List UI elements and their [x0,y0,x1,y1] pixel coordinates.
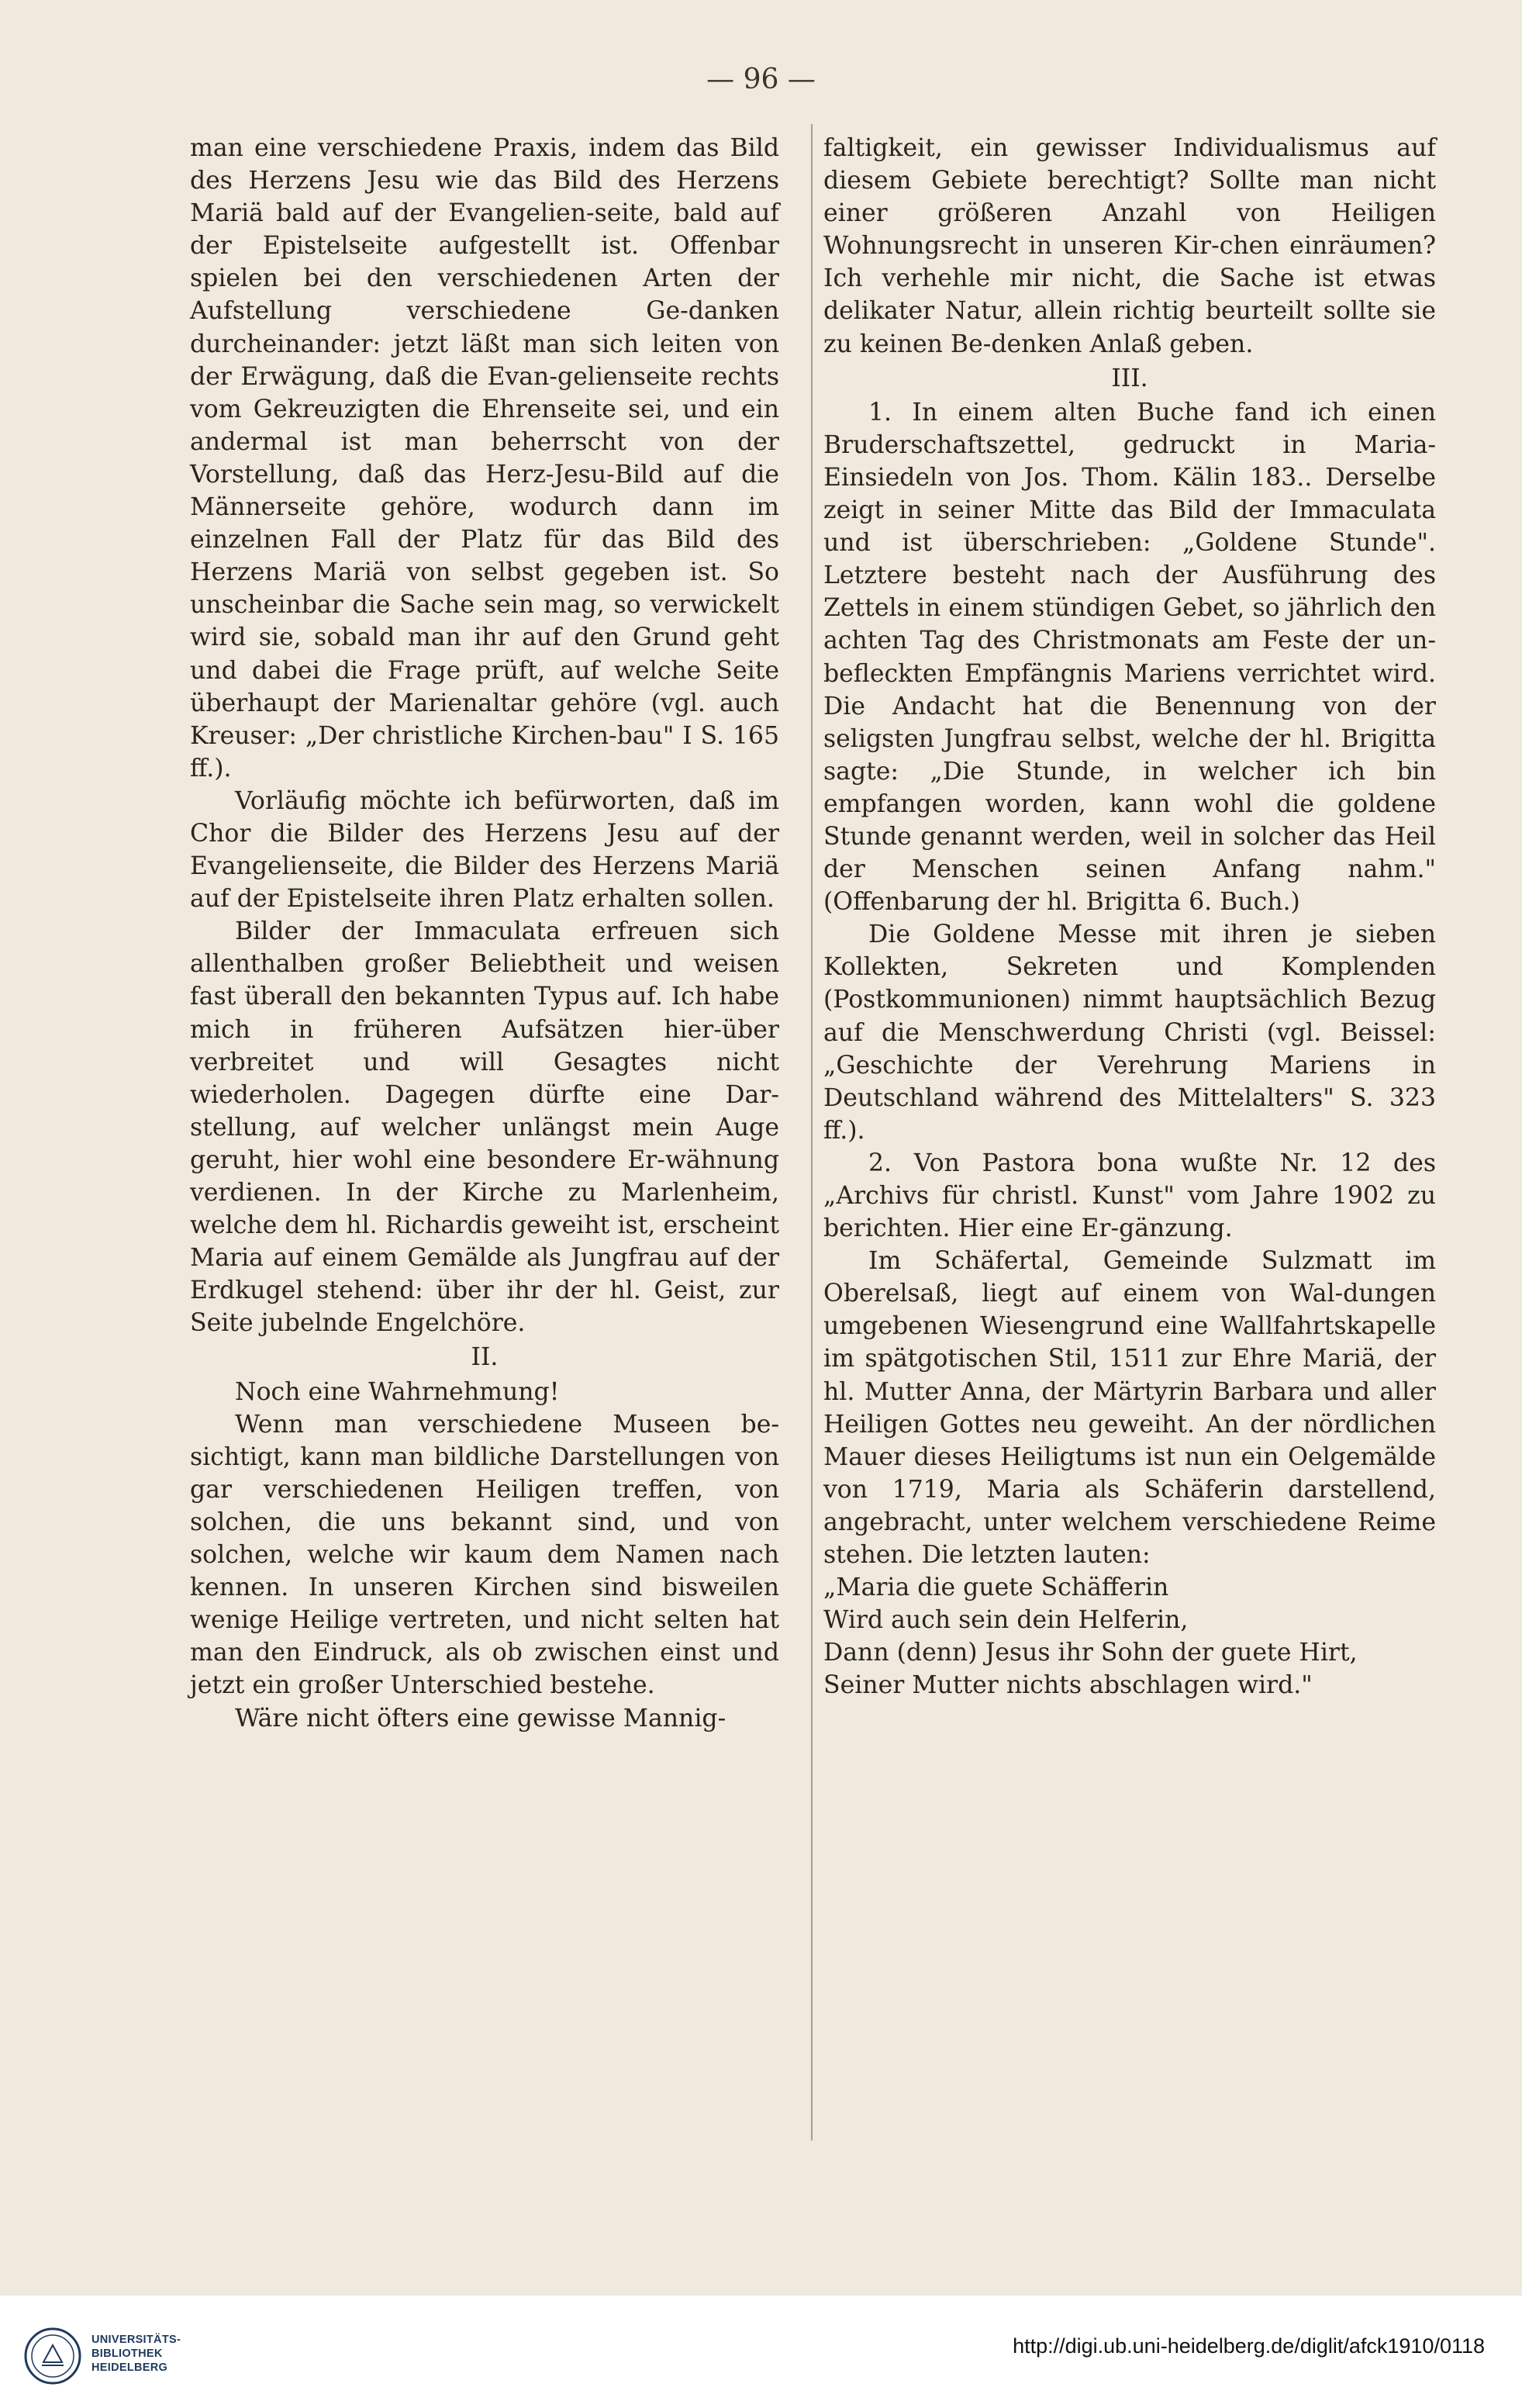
paragraph: man eine verschiedene Praxis, indem das Bild des Herzens Jesu wie das Bild des Herzens Mariä bald auf der Evangelien-seite, bald auf der Epistelseite aufgestellt ist. Offenbar spielen bei den verschiedenen Arten der Aufstellung verschiedene Ge-danken durcheinander: jetzt läßt man sich leiten von der Erwägung, daß die Evan-gelienseite rechts vom Gekreuzigten die Ehrenseite sei, und ein andermal ist man beherrscht von der Vorstellung, daß das Herz-Jesu-Bild auf die Männerseite gehöre, wodurch dann im einzelnen Fall der Platz für das Bild des Herzens Mariä von selbst gegeben ist. So unscheinbar die Sache sein mag, so verwickelt wird sie, sobald man ihr auf den Grund geht und dabei die Frage prüft, auf welche Seite überhaupt der Marienaltar gehöre (vgl. auch Kreuser: „Der christliche Kirchen-bau" I S. 165 ff.). [190,134,779,783]
page-number: — 96 — [706,64,816,95]
paragraph: Noch eine Wahrnehmung! [235,1377,560,1406]
poem-line: Dann (denn) Jesus ihr Sohn der guete Hirt, [823,1639,1358,1667]
paragraph: Vorläufig möchte ich befürworten, daß im Chor die Bilder des Herzens Jesu auf der Evangelienseite, die Bilder des Herzens Mariä auf der Epistelseite ihren Platz erhalten sollen. [190,786,779,914]
right-column [823,132,1436,1702]
poem-line: „Maria die guete Schäfferin [823,1574,1169,1602]
paragraph: Wäre nicht öfters eine gewisse Mannig- [235,1704,726,1733]
poem-line: Seiner Mutter nichts abschlagen wird." [823,1671,1313,1700]
paragraph: Im Schäfertal, Gemeinde Sulzmatt im Oberelsaß, liegt auf einem von Wal-dungen umgebenen Wiesengrund eine Wallfahrtskapelle im spätgotischen Stil, 1511 zur Ehre Mariä, der hl. Mutter Anna, der Märtyrin Barbara und aller Heiligen Gottes neu geweiht. An der nördlichen Mauer dieses Heiligtums ist nun ein Oelgemälde von 1719, Maria als Schäferin darstellend, angebracht, unter welchem verschiedene Reime stehen. Die letzten lauten: [823,1247,1436,1570]
paragraph: Die Goldene Messe mit ihren je sieben Kollekten, Sekreten und Komplenden (Postkommunionen) nimmt hauptsächlich Bezug auf die Menschwerdung Christi (vgl. Beissel: „Geschichte der Verehrung Mariens in Deutschland während des Mittelalters" S. 323 ff.). [823,921,1436,1145]
column-divider [811,124,813,2140]
left-column [190,132,779,1735]
paragraph: faltigkeit, ein gewisser Individualismus auf diesem Gebiete berechtigt? Sollte man nicht einer größeren Anzahl von Heiligen Wohnungsrecht in unseren Kir-chen einräumen? Ich verhehle mir nicht, die Sache ist etwas delikater Natur, allein richtig beurteilt sollte sie zu keinen Be-denken Anlaß geben. [823,134,1436,358]
source-url-link[interactable]: http://digi.ub.uni-heidelberg.de/diglit/afck1910/0118 [1013,2334,1485,2358]
paragraph: Bilder der Immaculata erfreuen sich allenthalben großer Beliebtheit und weisen fast überall den bekannten Typus auf. Ich habe mich in früheren Aufsätzen hier-über verbreitet und will Gesagtes nicht wiederholen. Dagegen dürfte eine Dar-stellung, auf welcher unlängst mein Auge geruht, hier wohl eine besondere Er-wähnung verdienen. In der Kirche zu Marlenheim, welche dem hl. Richardis geweiht ist, erscheint Maria auf einem Gemälde als Jungfrau auf der Erdkugel stehend: über ihr der hl. Geist, zur Seite jubelnde Engelchöre. [190,917,779,1338]
section-heading: II. [471,1343,499,1372]
section-heading: III. [1111,364,1148,392]
paragraph: 1. In einem alten Buche fand ich einen Bruderschaftszettel, gedruckt in Maria-Einsiedeln von Jos. Thom. Kälin 183.. Derselbe zeigt in seiner Mitte das Bild der Immaculata und ist überschrieben: „Goldene Stunde". Letztere besteht nach der Ausführung des Zettels in einem stündigen Gebet, so jährlich den achten Tag des Christmonats am Feste der un-befleckten Empfängnis Mariens verrichtet wird. Die Andacht hat die Benennung von der seligsten Jungfrau selbst, welche der hl. Brigitta sagte: „Die Stunde, in welcher ich bin empfangen worden, kann wohl die goldene Stunde genannt werden, weil in solcher das Heil der Menschen seinen Anfang nahm." (Offenbarung der hl. Brigitta 6. Buch.) [823,398,1436,917]
university-seal-icon [23,2327,82,2386]
footer-bar [0,2296,1522,2408]
paragraph: Wenn man verschiedene Museen be-sichtigt, kann man bildliche Darstellungen von gar verschiedenen Heiligen treffen, von solchen, die uns bekannt sind, und von solchen, welche wir kaum dem Namen nach kennen. In unseren Kirchen sind bisweilen wenige Heilige vertreten, und nicht selten hat man den Eindruck, als ob zwischen einst und jetzt ein großer Unterschied bestehe. [190,1410,779,1700]
library-name: UNIVERSITÄTS- BIBLIOTHEK HEIDELBERG [91,2334,181,2374]
poem-line: Wird auch sein dein Helferin, [823,1606,1189,1635]
library-logo[interactable] [23,2327,256,2396]
paragraph: 2. Von Pastora bona wußte Nr. 12 des „Archivs für christl. Kunst" vom Jahre 1902 zu berichten. Hier eine Er-gänzung. [823,1149,1436,1243]
